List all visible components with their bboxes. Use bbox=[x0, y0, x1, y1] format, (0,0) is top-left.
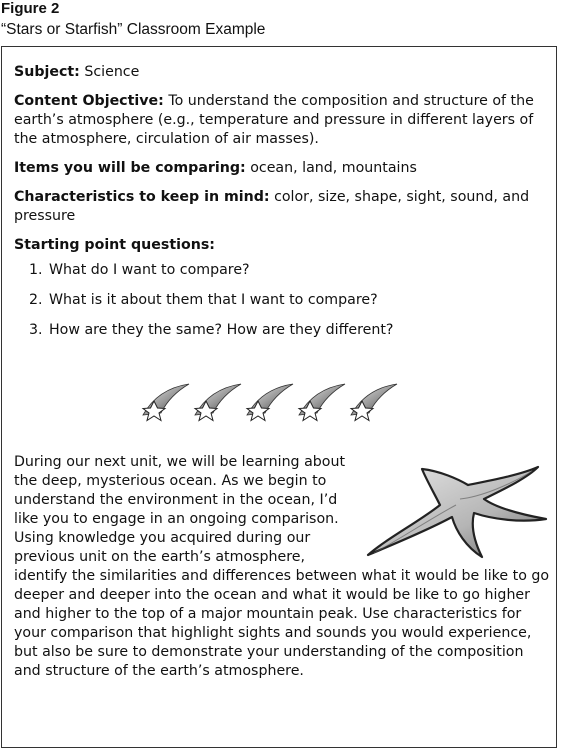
characteristics bbox=[14, 188, 550, 226]
subject-line bbox=[14, 63, 550, 82]
items-comparing-label: Items you will be comparing: bbox=[14, 160, 246, 176]
content-objective bbox=[14, 92, 550, 149]
shooting-star-icon bbox=[351, 384, 397, 421]
assignment-text-block bbox=[14, 453, 550, 681]
shooting-star-icon bbox=[143, 384, 189, 421]
shooting-star-icon bbox=[299, 384, 345, 421]
subject-value: Science bbox=[84, 64, 140, 80]
shooting-star-icon bbox=[195, 384, 241, 421]
content-objective-label: Content Objective: bbox=[14, 93, 164, 109]
figure-label: Figure 2 bbox=[1, 0, 60, 17]
questions-list bbox=[14, 261, 550, 340]
characteristics-label: Characteristics to keep in mind: bbox=[14, 189, 270, 205]
assignment-paragraph: During our next unit, we will be learning about the deep, mysterious ocean. As we begin to understand the environment in the ocean, I’d like you to engage in an ongoing comparison. Using knowledge you acquired during our previous unit on the earth’s atmosphere, identify the similarities and differences between what it would be like to go deeper and deeper into the ocean and what it would be like to go higher and higher to the top of a major mountain peak. Use characteristics for your comparison that highlight sights and sounds you would experience, but also be sure to demonstrate your understanding of the composition and structure of the earth’s atmosphere. bbox=[14, 454, 550, 679]
subject-label: Subject: bbox=[14, 64, 80, 80]
figure-caption: “Stars or Starfish” Classroom Example bbox=[1, 21, 266, 38]
content-objective-value: To understand the composition and structure of the earth’s atmosphere (e.g., temperature and pressure in different layers of the atmosphere, circulation of air masses). bbox=[14, 93, 534, 147]
question-item: 3. How are they the same? How are they different? bbox=[47, 321, 550, 340]
example-box bbox=[1, 46, 557, 748]
shooting-star-icon bbox=[247, 384, 293, 421]
characteristics-value: color, size, shape, sight, sound, and pressure bbox=[14, 189, 530, 224]
shooting-stars-row bbox=[139, 381, 399, 425]
questions-heading: Starting point questions: bbox=[14, 237, 215, 253]
starfish-icon bbox=[360, 459, 550, 559]
example-content bbox=[14, 63, 550, 351]
items-comparing bbox=[14, 159, 550, 178]
question-item: 2. What is it about them that I want to compare? bbox=[47, 291, 550, 310]
question-item: 1. What do I want to compare? bbox=[47, 261, 550, 280]
items-comparing-value: ocean, land, mountains bbox=[250, 160, 417, 176]
